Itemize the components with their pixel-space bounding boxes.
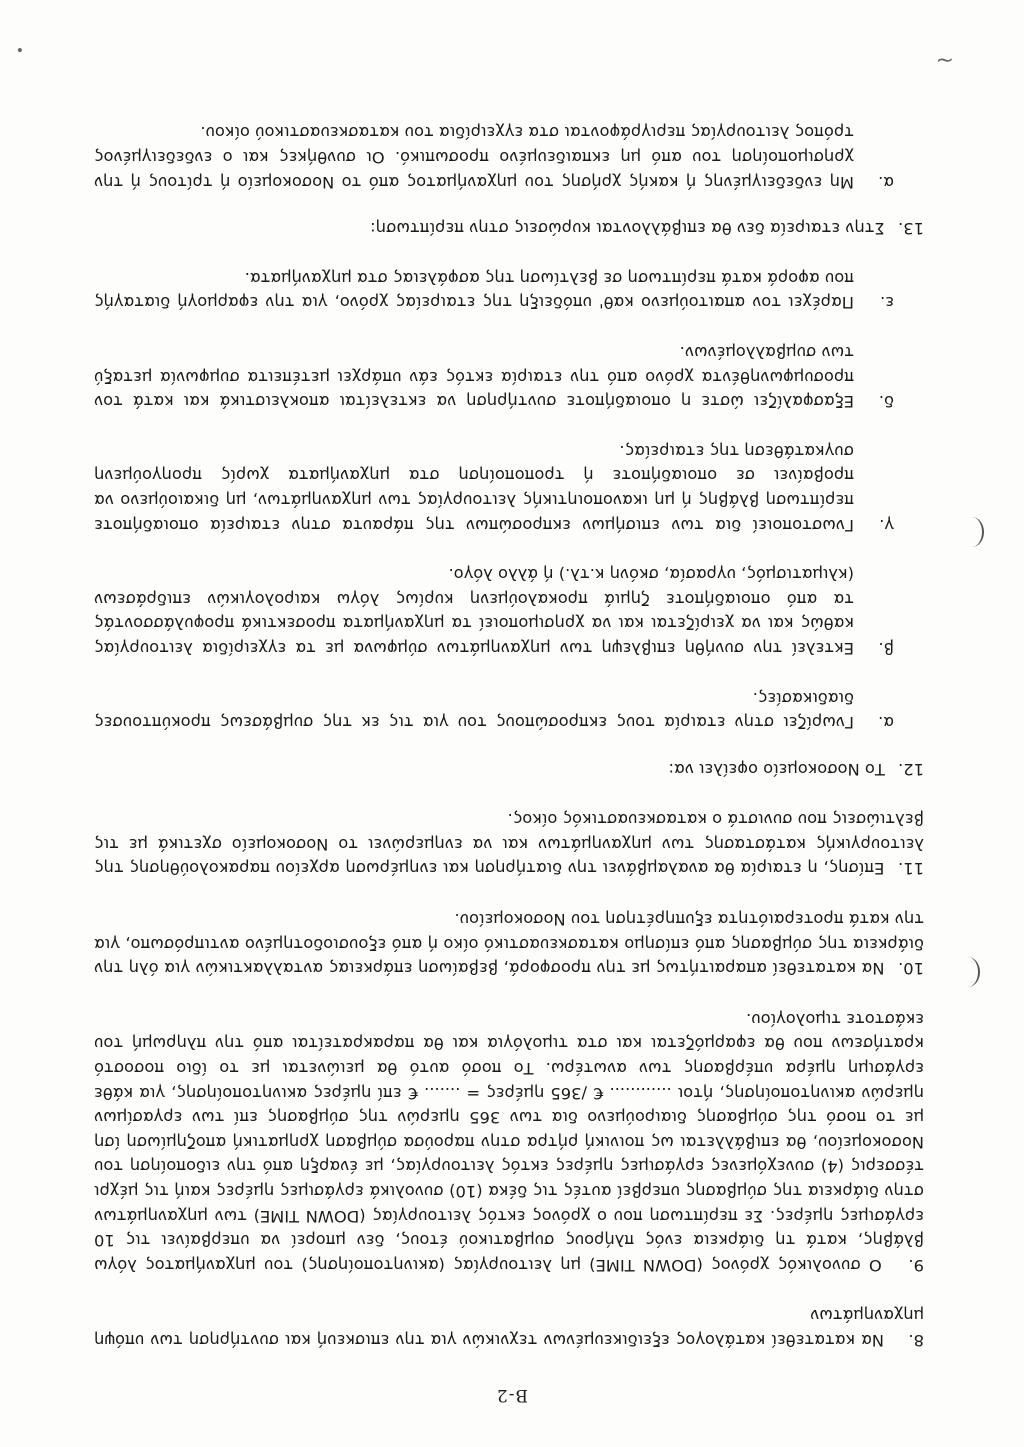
clause-number: 9.	[908, 1255, 924, 1275]
sub-letter: γ.	[879, 515, 894, 535]
clause-12-c	[94, 438, 894, 536]
sub-text: Μη ενδεδειγμένης ή κακής χρήσης του μηχανήματος από το Νοσοκομείο ή τρίτους ή την χρησιμοποίηση του από μη εκπαιδευμένο προσωπικό. Οι συνθήκες και ο ενδεδειγμένος τρόπος λειτουργίας περιγράφονται στα εγχειρίδια του κατασκευαστικού οίκου.	[94, 123, 854, 192]
clause-13-a	[94, 120, 894, 194]
sub-letter: α.	[878, 713, 894, 733]
clause-13	[94, 216, 924, 241]
clause-number: 13.	[898, 219, 924, 239]
sub-text: Εκτελεί την συνήθη επιβλεψη των μηχανημάτων σύμφωνα με τα εγχειρίδια λειτουργίας καθώς και να χειρίζεται και να χρησιμοποιεί τα μηχανήματα προσεκτικά προφυλάσσοντάς τα από οποιαδήποτε ζημιά προκαλούμενη κυρίως λόγω καιρολογικών επιδράσεων (κλιματισμός, υγρασία, σκόνη κ.τλ.) ή άλλο λόγο.	[94, 565, 854, 658]
margin-scribble: ~	[935, 47, 954, 72]
sub-letter: δ.	[878, 392, 894, 412]
document-body	[94, 95, 924, 1352]
sub-letter: α.	[878, 172, 894, 192]
clause-lead: Στην εταιρεία δεν θα επιβάλλονται κυρώσεις στην περίπτωση:	[370, 219, 885, 239]
clause-11	[94, 807, 924, 881]
clause-10	[94, 907, 924, 981]
clause-number: 10.	[898, 959, 924, 979]
clause-number: 8.	[908, 1331, 924, 1350]
sub-text: Εξασφαλίζει ώστε η οποιαδήποτε συντήρηση να εκτελείται αποκλειστικά και κατά τον προσυμφωνηθέντα χρόνο από την εταιρία εκτός εάν υπάρχει μετέπειτα συμφωνία μεταξύ των συμβαλλομένων.	[94, 343, 854, 412]
sub-text: Γνωστοποιεί δια των επισήμων εκπροσώπων της πάραυτα στην εταιρεία οποιαδήποτε περίπτωση βλάβης ή μη ικανοποιητικής λειτουργίας των μηχανημάτων, μη δικαιούμενο να προβαίνει σε οποιαδήποτε ή τροποποίηση στα μηχανήματα χωρίς προηγούμενη συγκατάθεση της εταιρείας.	[94, 441, 854, 535]
sub-text: Παρέχει τον απαιτούμενο καθ' υπόδειξη της εταιρείας χρόνο, για την εφαρμογή διαταγής που αφορά κατά περίπτωση σε βελτίωση της ασφάλειας στα μηχανήματα.	[94, 268, 854, 313]
sub-text: Γνωρίζει στην εταιρία τους εκπροσώπους του για τις εκ της συμβάσεως προκύπτουσες διαδικασίες.	[94, 688, 854, 733]
margin-dot: •	[15, 41, 24, 57]
clause-text: Να κατατεθεί κατάλογος εξειδικευμένων τεχνικών για την επισκευή και συντήρηση των υπόψη μηχανημάτων	[94, 1306, 924, 1350]
clause-9	[94, 1006, 924, 1277]
clause-12-d	[94, 339, 894, 413]
margin-pen-mark	[956, 957, 980, 987]
clause-lead: Το Νοσοκομείο οφείλει να:	[668, 759, 885, 779]
page-number: Β-2	[495, 1385, 529, 1405]
clause-text: Ο συνολικός χρόνος (DOWN TIME) μη λειτουργίας (ακινητοποίησης) του μηχανήματος λόγω βλάβης, κατά τη διάρκεια ενός πλήρους συμβατικού έτους, δεν μπορεί να υπερβαίνει τις 10 εργάσιμες ημέρες. Σε περίπτωση που ο χρόνος εκτός λειτουργίας (DOWN TIME) των μηχανημάτων στην διάρκεια της σύμβασης υπερβεί αυτές τις δέκα (10) συνολικά εργάσιμες ημέρες καιή τις μέχρι τέσσερις (4) συνεχόμενες εργάσιμες ημέρες εκτός λειτουργίας, με έναρξη από την ειδοποίηση του Νοσοκομείου, θα επιβάλλεται ως ποινική ρήτρα στην παρούσα σύμβαση χρηματική αποζημίωση ίση με το ποσό της σύμβασης διαιρούμενο δια των 365 ημερών της σύμβασης επί των εργασίμων ημερών ακινητοποίησης, ήτοι ............ € /365 ημέρες = ....... € επί ημέρες ακινητοποίησης, για κάθε εργάσιμη ημέρα υπέρβασης των ανωτέρω. Το ποσό αυτό θα μειώνεται με το ίδιο ποσοστό κρατήσεων που θα εφαρμόζεται και στα τιμολόγια και θα παρακρατείται από την πληρωμή του εκάστοτε τιμολογίου.	[94, 1009, 924, 1275]
clause-12-b	[94, 562, 894, 660]
margin-pen-mark	[960, 517, 984, 547]
clause-8	[94, 1303, 924, 1352]
clause-12	[94, 756, 924, 781]
clause-text: Να κατατεθεί απαραιτήτως με την προσφορά, βεβαίωση επάρκειας ανταλλακτικών για όλη την διάρκεια της σύμβασης από επίσημο κατασκευαστικό οίκο ή από εξουσιοδοτημένο αντιπρόσωπο, για την κατά προτεραιότητα εξυπηρέτηση του Νοσοκομείου.	[94, 910, 924, 979]
clause-12-e	[94, 265, 894, 314]
clause-12-a	[94, 685, 894, 734]
clause-text: Επίσης, η εταιρία θα αναλαμβάνει την διατήρηση και ενημέρωση αρχείου παρακολούθησης της λειτουργικής κατάστασης των μηχανημάτων και να ενημερώνει το Νοσοκομείο σχετικά με τις βελτιώσεις που συνιστά ο κατασκευαστικός οίκος.	[94, 810, 924, 879]
clause-number: 11.	[898, 859, 924, 879]
sub-letter: ε.	[880, 293, 894, 313]
clause-number: 12.	[898, 759, 924, 779]
sub-letter: β.	[878, 638, 894, 658]
